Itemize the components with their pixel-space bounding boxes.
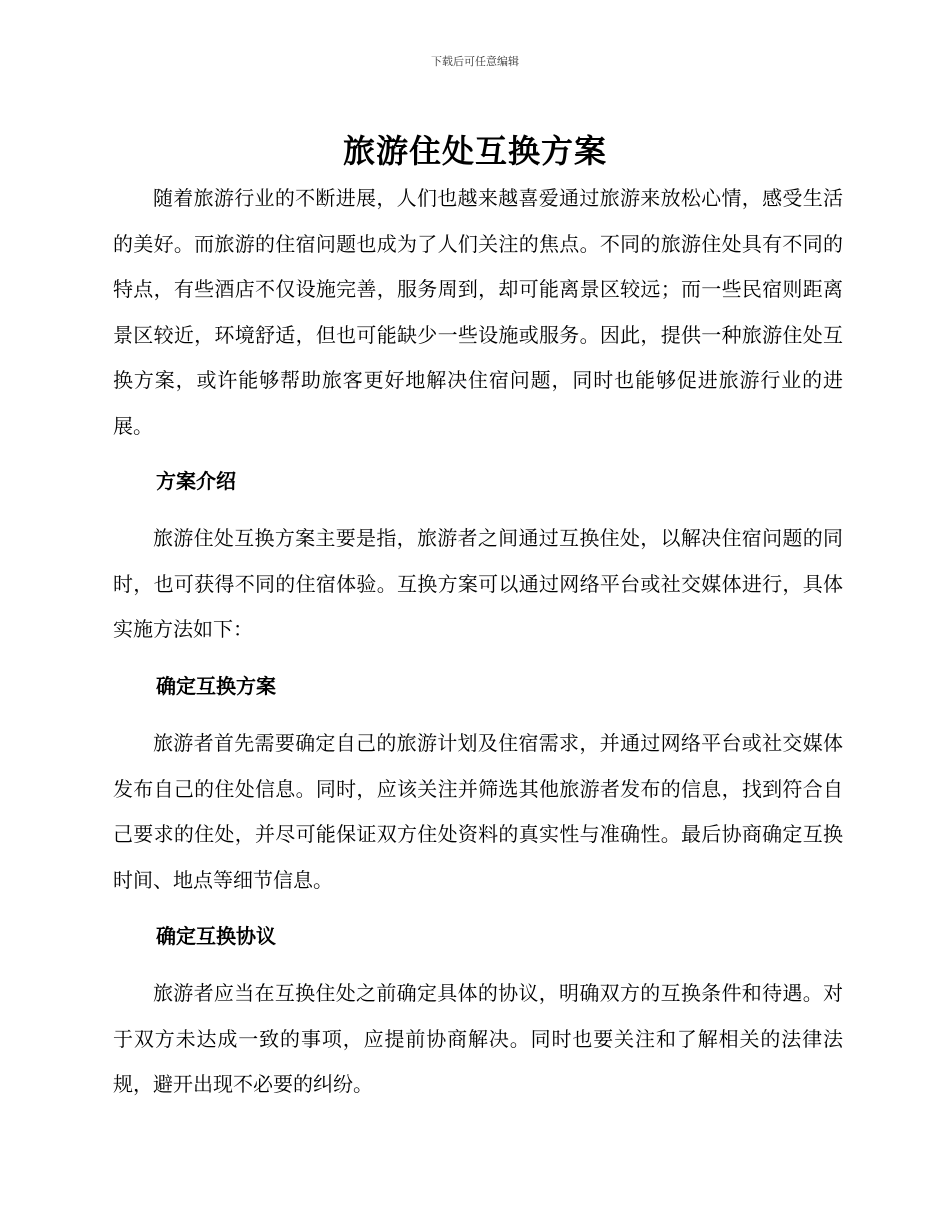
page-header-note: 下载后可任意编辑: [431, 55, 519, 68]
section-paragraph-confirm-plan: 旅游者首先需要确定自己的旅游计划及住宿需求，并通过网络平台或社交媒体发布自己的住处信息。同时，应该关注并筛选其他旅游者发布的信息，找到符合自己要求的住处，并尽可能保证双方住处资料的真实性与准确性。最后协商确定互换时间、地点等细节信息。: [113, 731, 843, 892]
section-heading-confirm-plan: 确定互换方案: [156, 674, 276, 698]
section-heading-plan-intro: 方案介绍: [156, 469, 236, 493]
section-paragraph-plan-intro: 旅游住处互换方案主要是指，旅游者之间通过互换住处，以解决住宿问题的同时，也可获得不同的住宿体验。互换方案可以通过网络平台或社交媒体进行，具体实施方法如下：: [113, 526, 843, 642]
intro-paragraph: 随着旅游行业的不断进展，人们也越来越喜爱通过旅游来放松心情，感受生活的美好。而旅游的住宿问题也成为了人们关注的焦点。不同的旅游住处具有不同的特点，有些酒店不仅设施完善，服务周到，却可能离景区较远；而一些民宿则距离景区较近，环境舒适，但也可能缺少一些设施或服务。因此，提供一种旅游住处互换方案，或许能够帮助旅客更好地解决住宿问题，同时也能够促进旅游行业的进展。: [113, 186, 843, 438]
section-heading-confirm-agreement: 确定互换协议: [156, 924, 276, 948]
document-title: 旅游住处互换方案: [342, 132, 607, 170]
section-paragraph-confirm-agreement: 旅游者应当在互换住处之前确定具体的协议，明确双方的互换条件和待遇。对于双方未达成一致的事项，应提前协商解决。同时也要关注和了解相关的法律法规，避开出现不必要的纠纷。: [113, 981, 843, 1097]
